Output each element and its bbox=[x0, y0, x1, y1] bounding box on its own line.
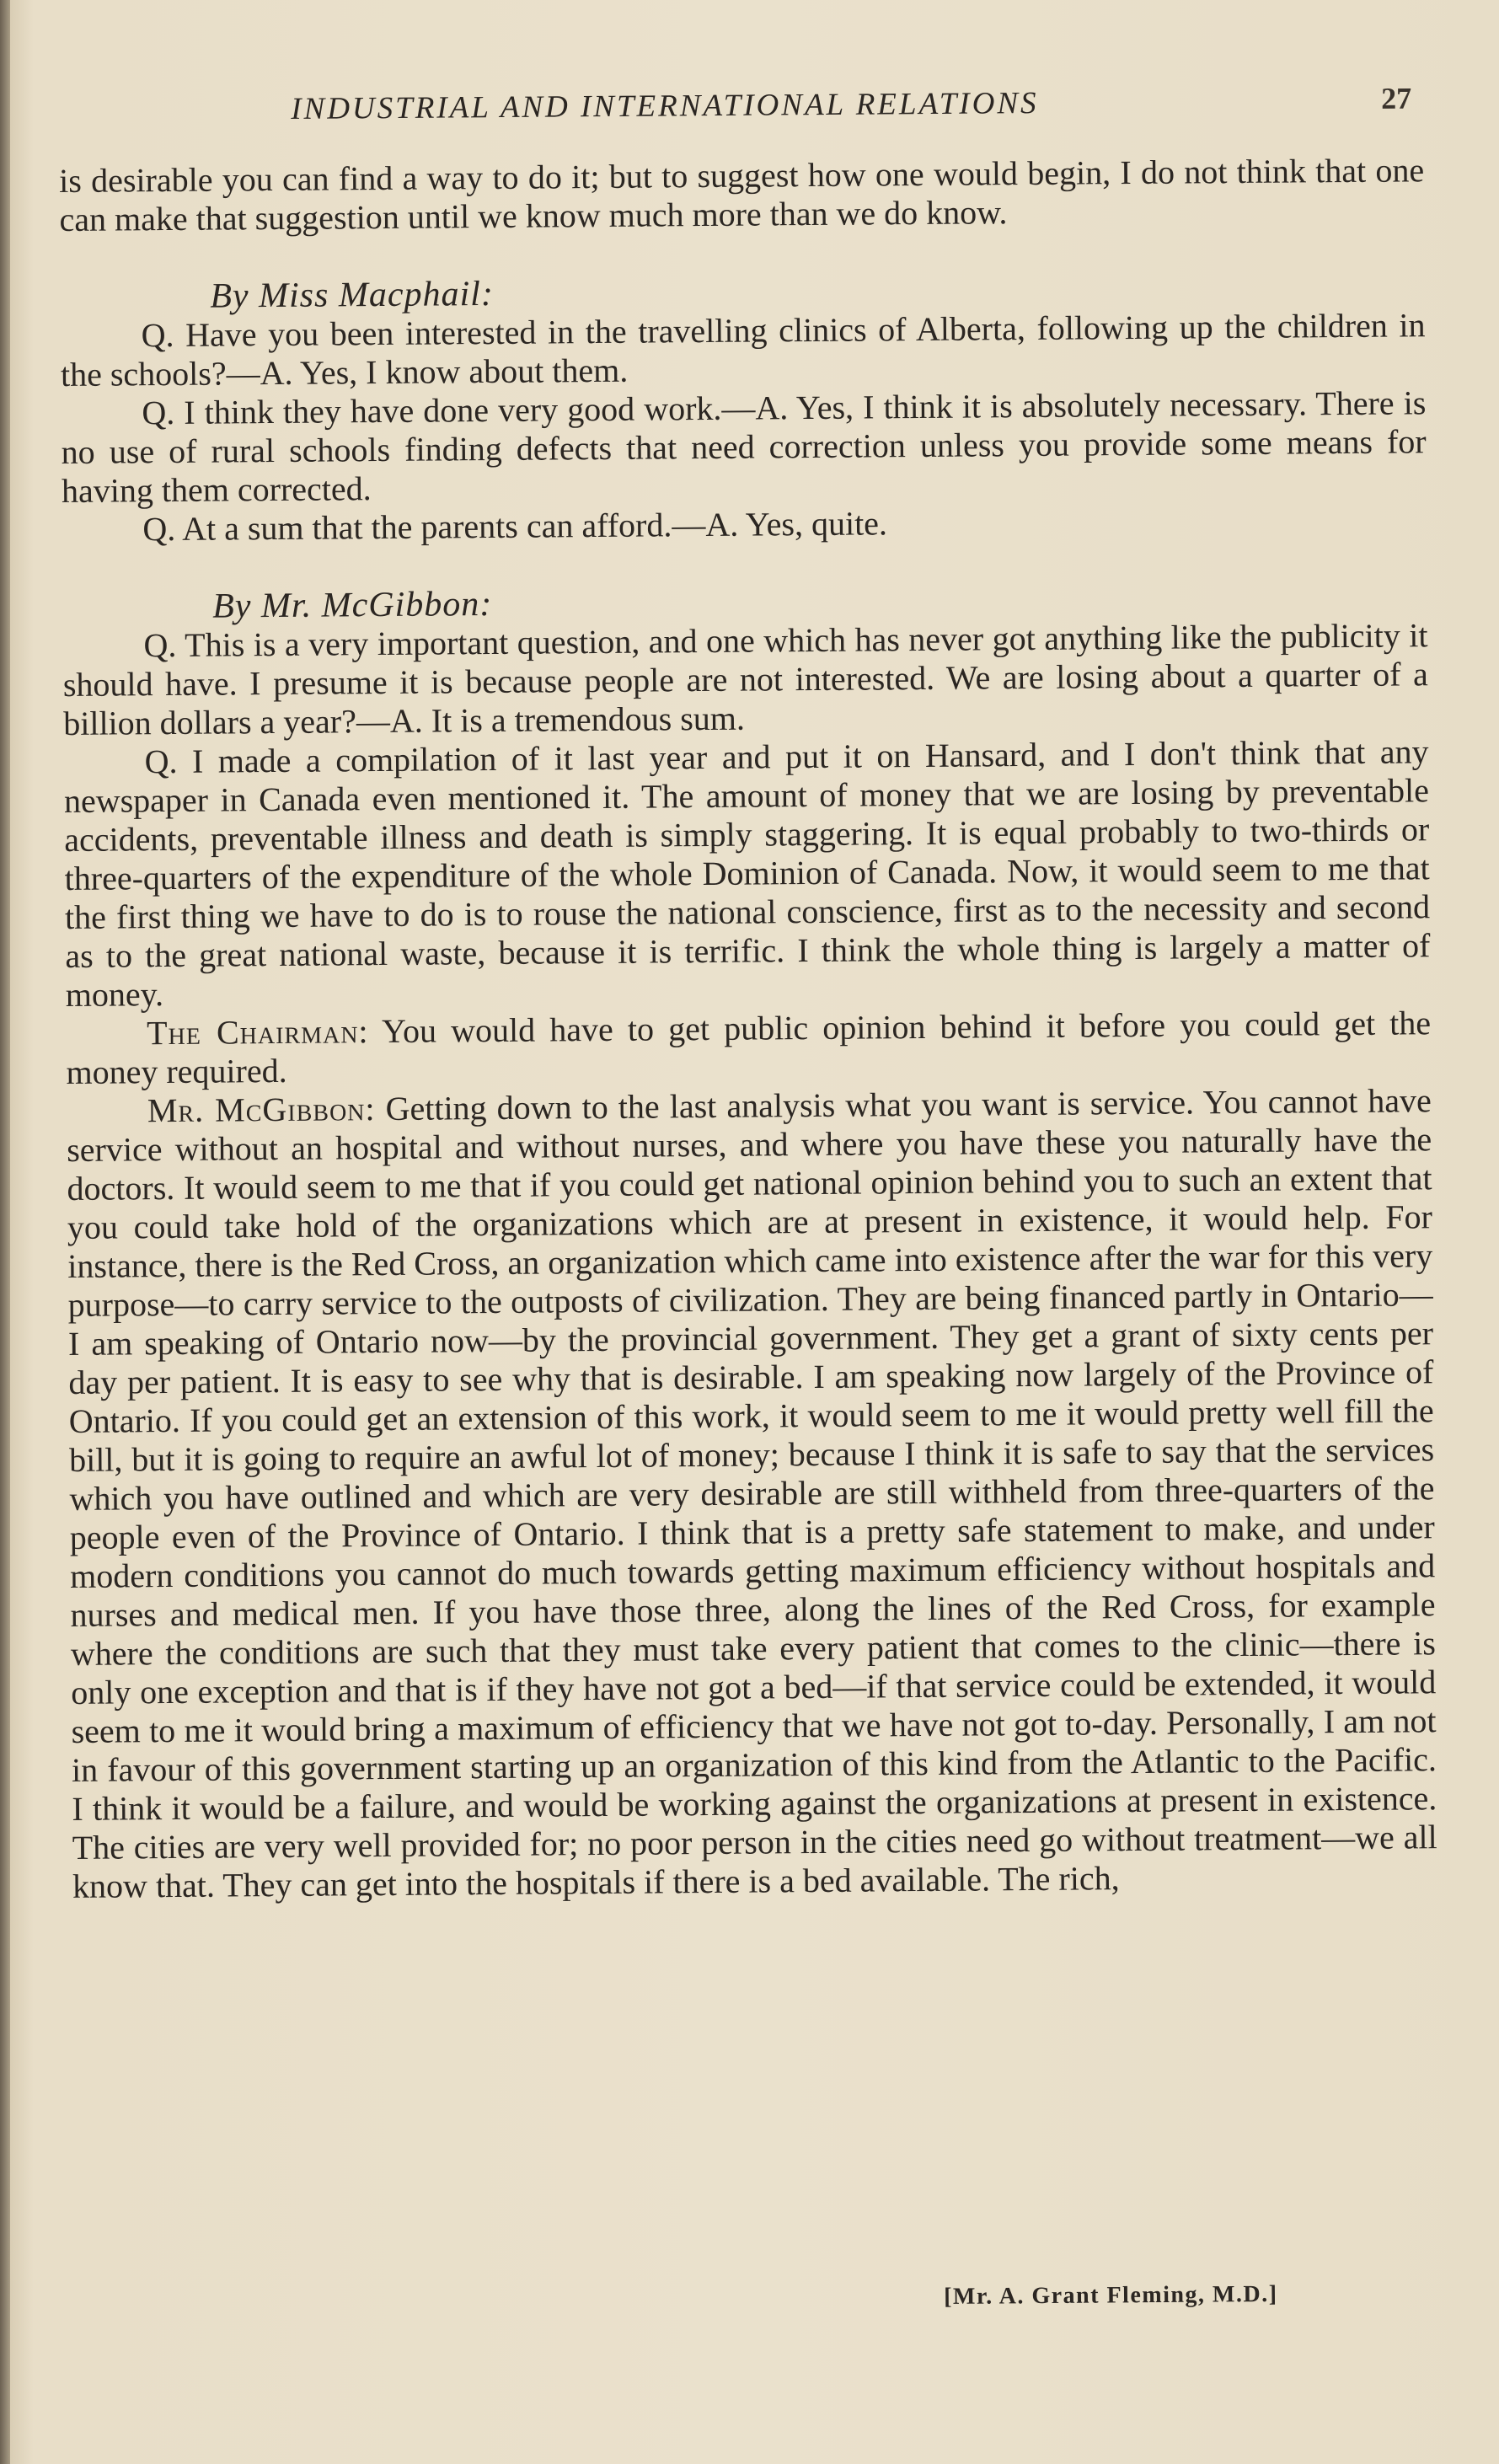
page-body bbox=[59, 151, 1437, 1906]
question-paragraph: Q. I made a compilation of it last year and put it on Hansard, and I don't think that any newspaper in Canada even mentioned it. The amount of money that we are losing by preventable accidents, preventable illness and death is simply staggering. It is equal probably to two-thirds or three-quarters of the expenditure of the whole Dominion of Canada. Now, it would seem to me that the first thing we have to do is to rouse the national conscience, first as to the necessity and second as to the great national waste, because it is terrific. I think the whole thing is largely a matter of money. bbox=[63, 732, 1431, 1014]
speaker-name-chairman: The Chairman: bbox=[146, 1012, 369, 1053]
chairman-text: You would have to get public opinion behind it before you could get the money required. bbox=[66, 1004, 1432, 1091]
page-number: 27 bbox=[1381, 81, 1412, 115]
mcgibbon-paragraph bbox=[67, 1081, 1438, 1906]
running-title: INDUSTRIAL AND INTERNATIONAL RELATIONS bbox=[291, 86, 1039, 126]
chairman-paragraph bbox=[66, 1004, 1432, 1092]
footer-credit: [Mr. A. Grant Fleming, M.D.] bbox=[944, 2280, 1278, 2310]
running-head bbox=[291, 76, 1411, 135]
question-paragraph: Q. I think they have done very good work.—A. Yes, I think it is absolutely necessary. There is no use of rural schools finding defects that need correction unless you provide some means for having them corrected. bbox=[61, 383, 1427, 510]
section-heading-macphail: By Miss Macphail: bbox=[210, 274, 495, 316]
question-paragraph: Q. At a sum that the parents can afford.—A. Yes, quite. bbox=[142, 504, 888, 549]
question-paragraph: Q. Have you been interested in the travelling clinics of Alberta, following up the children in the schools?—A. Yes, I know about them. bbox=[60, 306, 1426, 394]
speaker-name-mcgibbon: Mr. McGibbon: bbox=[147, 1090, 376, 1130]
question-paragraph: Q. This is a very important question, and one which has never got anything like the publicity it should have. I presume it is because people are not interested. We are losing about a quarter of a billion dollars a year?—A. It is a tremendous sum. bbox=[62, 616, 1429, 742]
book-spine-edge bbox=[0, 0, 10, 2464]
paragraph-continuation: is desirable you can find a way to do it; but to suggest how one would begin, I do not think that one can make that suggestion until we know much more than we do know. bbox=[59, 151, 1425, 238]
section-heading-mcgibbon: By Mr. McGibbon: bbox=[211, 584, 493, 626]
mcgibbon-text: Getting down to the last analysis what you want is service. You cannot have service without an hospital and without nurses, and where you have these you naturally have the doctors. It would seem to me that if you could get national opinion behind you to such an extent that you could take hold of the organizations which are at present in existence, it would help. For instance, there is the Red Cross, an organization which came into existence after the war for this very purpose—to carry service to the outposts of civilization. They are being financed partly in Ontario—I am speaking of Ontario now—by the provincial government. They get a grant of sixty cents per day per patient. It is easy to see why that is desirable. I am speaking now largely of the Province of Ontario. If you could get an extension of this work, it would seem to me it would pretty well fill the bill, but it is going to require an awful lot of money; because I think it is safe to say that the services which you have outlined and which are very desirable are still withheld from three-quarters of the people even of the Province of Ontario. I think that is a pretty safe statement to make, and under modern conditions you cannot do much towards getting maximum efficiency without hospitals and nurses and medical men. If you have those three, along the lines of the Red Cross, for example where the conditions are such that they must take every patient that comes to the clinic—there is only one exception and that is if they have not got a bed—if that service could be extended, it would seem to me it would bring a maximum of efficiency that we have not got to-day. Personally, I am not in favour of this government starting up an organization of this kind from the Atlantic to the Pacific. I think it would be a failure, and would be working against the organizations at present in existence. The cities are very well provided for; no poor person in the cities need go without treatment—we all know that. They can get into the hospitals if there is a bed available. The rich, bbox=[67, 1081, 1437, 1905]
